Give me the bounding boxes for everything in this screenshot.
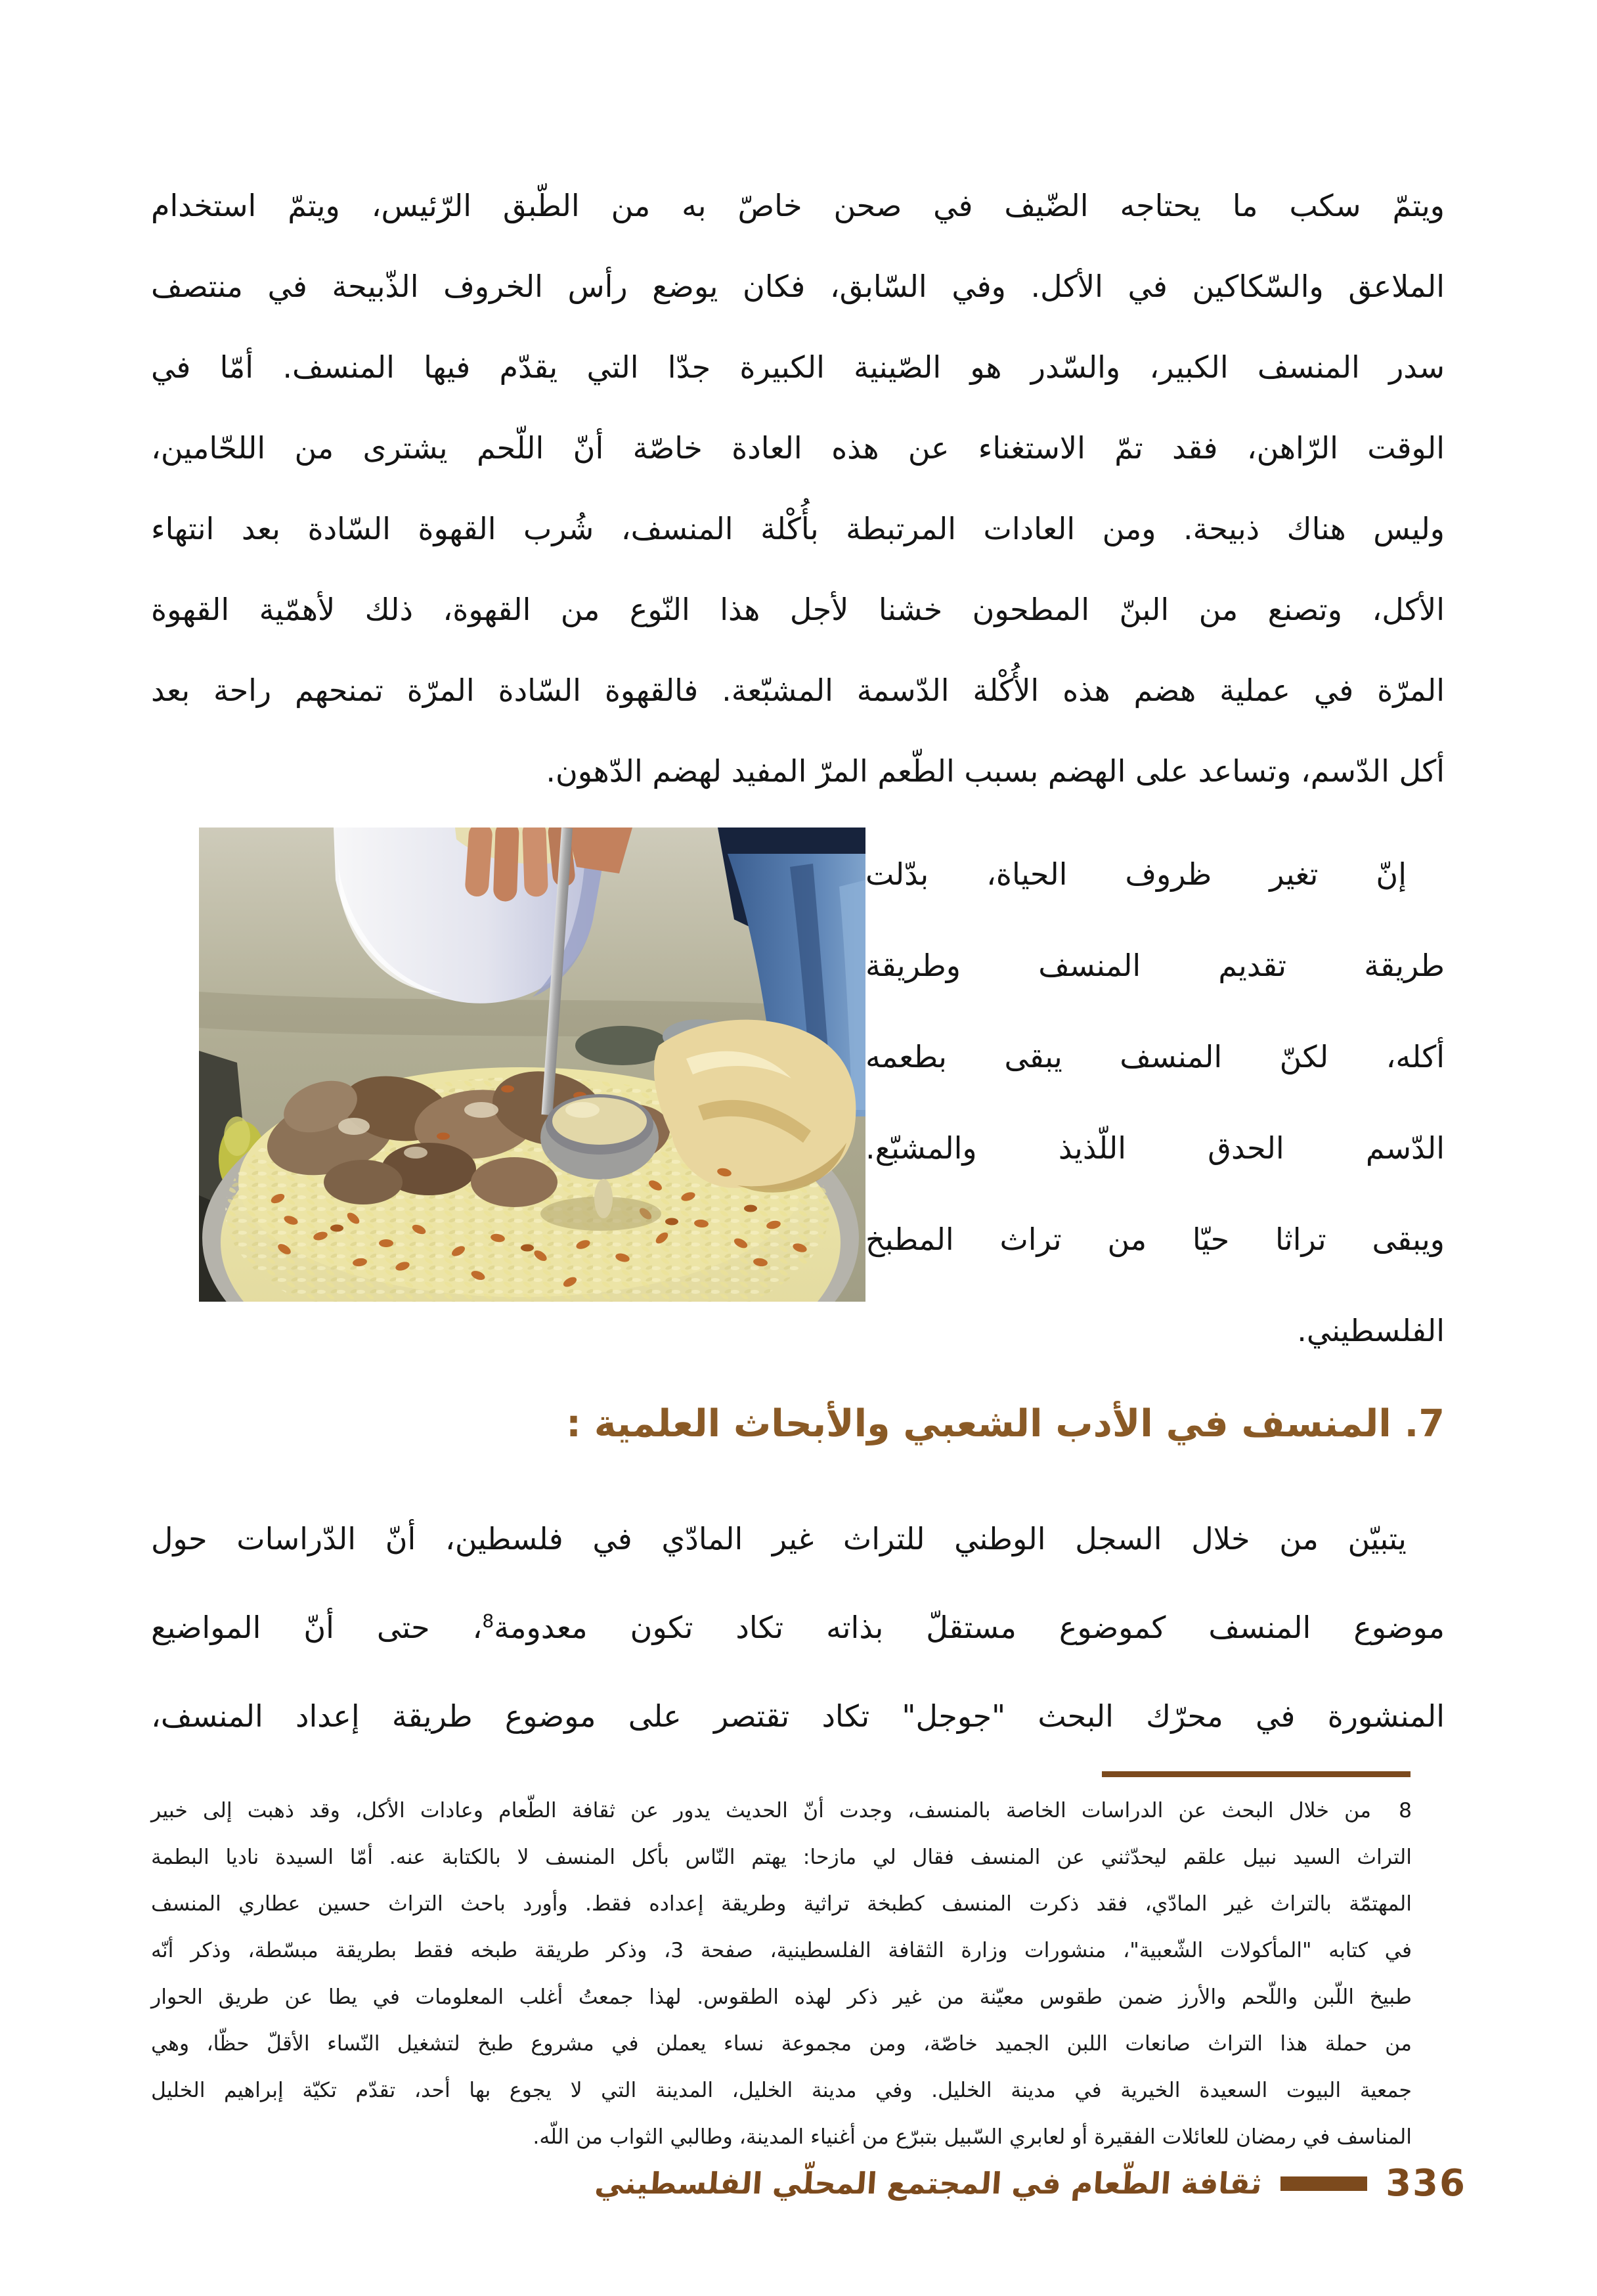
footnote-line: المهتمّة بالتراث غير المادّي، فقد ذكرت المنسف كطبخة تراثية وطريقة إعداده فقط. وأورد باحث التراث حسين عطاري المنسف bbox=[151, 1892, 1412, 1916]
body-line: ويبقى تراثا حيّا من تراث المطبخ bbox=[865, 1222, 1445, 1257]
body-line: ويتمّ سكب ما يحتاجه الضّيف في صحن خاصّ به من الطّبق الرّئيس، ويتمّ استخدام bbox=[151, 188, 1445, 223]
footnote-reference: 8 bbox=[482, 1610, 494, 1632]
body-line: يتبيّن من خلال السجل الوطني للتراث غير المادّي في فلسطين، أنّ الدّراسات حول bbox=[151, 1521, 1407, 1556]
body-line: الفلسطيني. bbox=[1297, 1313, 1445, 1348]
paragraph-1 bbox=[151, 166, 1445, 812]
body-line bbox=[151, 1583, 1445, 1672]
mansaf-dish-photo bbox=[199, 828, 865, 1302]
body-line: أكل الدّسم، وتساعد على الهضم بسبب الطّعم المرّ المفيد لهضم الدّهون. bbox=[546, 753, 1445, 789]
body-line: طريقة تقديم المنسف وطريقة bbox=[865, 948, 1445, 983]
body-text: ، حتى أنّ المواضيع bbox=[151, 1610, 483, 1645]
page-number: 336 bbox=[1386, 2162, 1466, 2205]
footnote-line: طبيخ اللّبن واللّحم والأرز ضمن طقوس معيّنة من غير ذكر لهذه الطقوس. لهذا جمعتُ أغلب المعلومات في يطا عن طريق الحوار bbox=[151, 1985, 1412, 2009]
footnote-separator bbox=[1102, 1771, 1411, 1777]
footnote-line: من حملة هذا التراث صانعات اللبن الجميد خاصّة، ومن مجموعة نساء يعملن في مشروع طبخ لتشغيل النّساء الأقلّ حظّا، وهي bbox=[151, 2032, 1412, 2056]
body-line: وليس هناك ذبيحة. ومن العادات المرتبطة بأُكْلة المنسف، شُرب القهوة السّادة بعد انتهاء bbox=[151, 511, 1445, 546]
section-heading: 7. المنسف في الأدب الشعبي والأبحاث العلمية : bbox=[566, 1402, 1445, 1446]
body-line: سدر المنسف الكبير، والسّدر هو الصّينية الكبيرة جدّا التي يقدّم فيها المنسف. أمّا في bbox=[151, 349, 1445, 385]
body-text: موضوع المنسف كموضوع مستقلّ بذاته تكاد تكون معدومة bbox=[494, 1610, 1445, 1645]
footnote-block bbox=[151, 1788, 1445, 2161]
page-footer bbox=[595, 2162, 1466, 2205]
photo-section bbox=[151, 818, 1445, 1377]
footer-dash bbox=[1280, 2176, 1367, 2191]
footnote-number: 8 bbox=[1398, 1799, 1412, 1822]
paragraph-3 bbox=[151, 1495, 1445, 1761]
body-line: إنّ تغير ظروف الحياة، بدّلت bbox=[865, 856, 1407, 892]
footnote-line: جمعية البيوت السعيدة الخيرية في مدينة الخليل. وفي مدينة الخليل، المدينة التي لا يجوع بها أحد، تقدّم تكيّة إبراهيم الخليل bbox=[151, 2079, 1412, 2102]
body-line: الملاعق والسّكاكين في الأكل. وفي السّابق، فكان يوضع رأس الخروف الذّبيحة في منتصف bbox=[151, 269, 1445, 304]
footnote-line: المناسف في رمضان للعائلات الفقيرة أو لعابري السّبيل بتبرّع من أغنياء المدينة، وطالبي الثواب من اللّه. bbox=[533, 2125, 1412, 2149]
footnote-text: من خلال البحث عن الدراسات الخاصة بالمنسف، وجدت أنّ الحديث يدور عن ثقافة الطّعام وعادات الأكل، وقد ذهبت إلى خبير bbox=[151, 1799, 1371, 1822]
footnote-line bbox=[151, 1788, 1412, 1834]
body-line: المنشورة في محرّك البحث "جوجل" تكاد تقتصر على موضوع طريقة إعداد المنسف، bbox=[151, 1698, 1445, 1734]
body-line: المرّة في عملية هضم هذه الأُكْلة الدّسمة المشبّعة. فالقهوة السّادة المرّة تمنحهم راحة بعد bbox=[151, 673, 1445, 708]
body-line: أكله، لكنّ المنسف يبقى بطعمه bbox=[865, 1039, 1445, 1074]
page-content bbox=[0, 166, 1597, 2161]
body-line: الوقت الرّاهن، فقد تمّ الاستغناء عن هذه العادة خاصّة أنّ اللّحم يشترى من اللحّامين، bbox=[151, 430, 1445, 466]
body-line: الدّسم الحدق اللّذيذ والمشبّع. bbox=[865, 1130, 1445, 1166]
book-title: ثقافة الطّعام في المجتمع المحلّي الفلسطيني bbox=[594, 2166, 1263, 2201]
mansaf-photo-illustration bbox=[199, 828, 865, 1302]
footnote-line: التراث السيد نبيل علقم ليحدّثني عن المنسف فقال لي مازحا: يهتم النّاس بأكل المنسف لا بالكتابة عنه. أمّا السيدة ناديا البطمة bbox=[151, 1845, 1412, 1869]
body-line: الأكل، وتصنع من البنّ المطحون خشنا لأجل هذا النّوع من القهوة، ذلك لأهمّية القهوة bbox=[151, 592, 1445, 627]
footnote-line: في كتابه "المأكولات الشّعبية"، منشورات وزارة الثقافة الفلسطينية، صفحة 3، وذكر طريقة طبخه فقط بطريقة مبسّطة، وذكر أنّه bbox=[151, 1939, 1412, 1962]
